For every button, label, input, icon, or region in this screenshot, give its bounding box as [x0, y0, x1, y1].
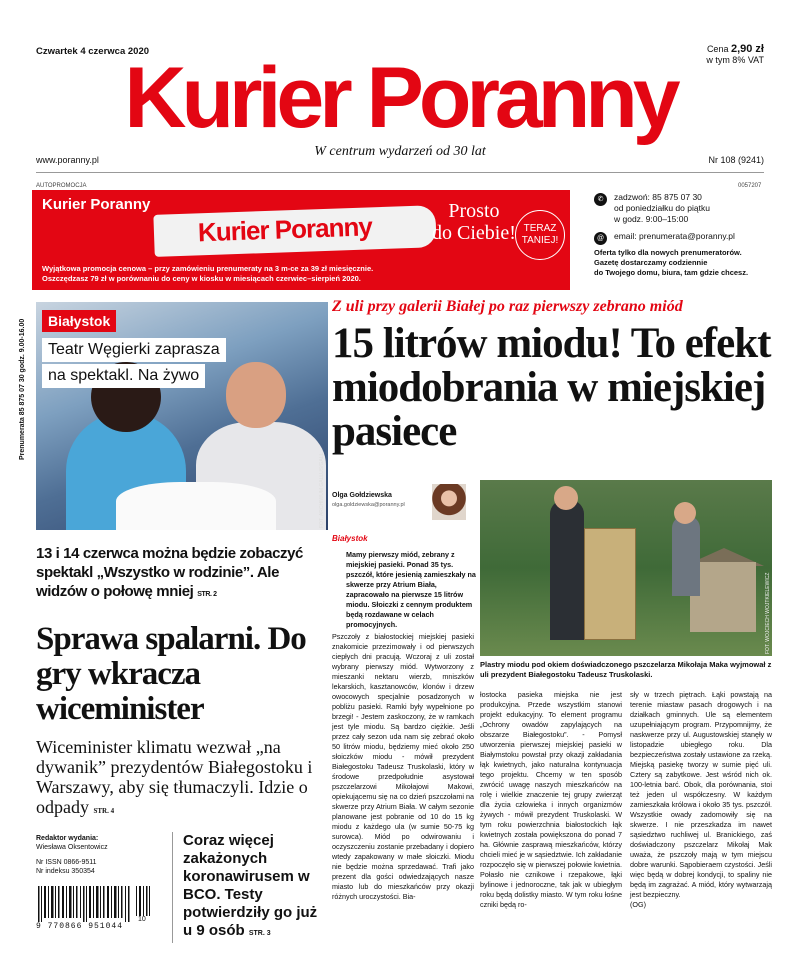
main-kicker: Z uli przy galerii Białej po raz pierwszy zebrano miód	[332, 298, 683, 315]
photo-caption-line-2: na spektakl. Na żywo	[42, 364, 205, 388]
dateline-city: Białystok	[332, 534, 368, 543]
slogan-line-1: Prosto	[448, 200, 500, 222]
column-3-text: sły w trzech piętrach. Łąki powstają na terenie miastaw pasach drogowych i na działkach gminnych. Ule są elementem uzupełniającym program. Przypomnijmy, że naskwerze przy ul. Augustowskiej stanęły w listopadzie ubiegłego roku. Dla bezpieczeństwa zostały ustawione za rzeką. Miejską pasiekę tworzy w sumie pięć uli. Cztery są zabytkowe. Jest wśród nich ok. 100-letnia barć. Obok, dla porównania, stoi też jeden ul współczesny. W każdym zamieszkała królowa i około 35 tys. pszczół. Wszystkie owady zadomowiły się na skwerze. I nie przeszkadza im nawet sąsiedztwo ruchliwej ul. Branickiego, zaś doświadczony pszczelarz Mikołaj Mak uważa, że pszczoły mają w tym miejscu dobre warunki. Sąpobieraem czystości. Jeśli więc będą w dobrej kondycji, to spaliny nie będą im zagrażać. A miód, który wytwarzają jest bezpieczny.	[630, 690, 772, 899]
vertical-text: Prenumerata 85 875 07 30 godz. 9.00-16.00	[19, 318, 26, 460]
phone-line-1: zadzwoń: 85 875 07 30	[614, 192, 702, 202]
beekeeper-figure	[672, 516, 700, 596]
barcode-issue: 10	[138, 916, 146, 923]
phone-line-3: w godz. 9:00–15:00	[614, 214, 689, 224]
price-value: 2,90 zł	[730, 43, 764, 55]
slogan-line-2: do Ciebie!	[432, 222, 516, 244]
editor-name: Wiesława Oksentowicz	[36, 844, 108, 851]
issue-date: Czwartek 4 czerwca 2020	[36, 46, 150, 57]
phone-icon: ✆	[594, 193, 607, 206]
article-intro: Mamy pierwszy miód, zebrany z miejskiej pasieki. Ponad 35 tys. pszczół, które jesienią zamieszkały na skwerze przy Atrium Biała, zapracowało na pierwsze 15 litrów miodu. Słoiczki z cennym produktem będą rozdawane w celach promocyjnych.	[346, 550, 476, 629]
offer-note	[594, 248, 772, 278]
issn-number: Nr ISSN 0866-9511	[36, 859, 97, 866]
barcode	[36, 886, 154, 932]
editor-info	[36, 834, 166, 876]
vat-note: w tym 8% VAT	[706, 55, 764, 65]
promo-text-1: Wyjątkowa promocja cenowa – przy zamówieniu prenumeraty na 3 m-ce za 39 zł miesięcznie.	[42, 264, 374, 273]
lead-text: Wiceminister klimatu wezwał „na dywanik” prezydentów Białegostoku i Warszawy, aby się tłumaczyli. Idzie o odpady	[36, 737, 313, 817]
paper-title: Kurier Poranny	[197, 211, 373, 248]
teaser-page-ref: STR. 2	[197, 591, 217, 598]
rolled-newspaper-image	[153, 205, 436, 257]
note-line-2: Gazetę dostarczamy codziennie	[594, 258, 708, 267]
promo-text	[42, 264, 373, 284]
masthead-logo[interactable]: Kurier Poranny	[124, 50, 676, 146]
incinerator-lead	[36, 737, 328, 821]
theatre-photo[interactable]	[36, 302, 328, 530]
editor-label: Redaktor wydania:	[36, 835, 99, 842]
at-icon: @	[594, 232, 607, 245]
banner-brand: Kurier Poranny	[42, 196, 151, 213]
article-column-3	[630, 690, 772, 910]
president-head	[554, 486, 578, 510]
subscription-banner[interactable]	[32, 190, 570, 290]
header-divider	[36, 172, 764, 173]
author-name: Olga Gołdziewska	[332, 492, 392, 499]
white-sheet	[116, 482, 276, 530]
beekeeper-head	[674, 502, 696, 524]
article-column-1: Pszczoły z białostockiej miejskiej pasieki znakomicie przezimowały i od pierwszych ciepłych dni pracują. Wczoraj z uli został wybrany pierwszy miód. Wytworzony z mieszanki nektaru wierzb, mniszków lekarskich, kasztanowców, klonów i drzew owocowych specjalnie posadzonych w pobliżu pasieki. Ramki były wypełnione po brzegi! - Jestem zaskoczony, że w ramkach jest tyle miodu. Są bardzo ciężkie. Jeśli przez cały sezon uda nam się zebrać około 50 litrów miodu, będziemy mieć około 250 słoiczków miodu - mówił prezydent Białegostoku Tadeusz Truskolaski, który w środowe przedpołudnie asystował pszczelarzowi Mikołajowi Makowi, opiekującemu się na co dzień pszczołami na skwerze przy Atrium Biała. W całym sezonie planowane jest pobranie od 10 do 15 kg miodu z każdego ula (w sumie 50-75 kg surowca). Miód po odwirowaniu i oczyszczeniu zostanie przebadany i dopiero wtedy zapakowany w małe słoiczki. Miodu nie będzie można sprzedawać. Trafi jako prezent dla gości odwiedzających nasze miasto lub do mieszkańców przy okazji różnych uroczystości. Bia-	[332, 632, 474, 901]
email-contact[interactable]	[594, 231, 772, 242]
phone-contact[interactable]	[594, 192, 772, 225]
apiary-caption: Plastry miodu pod okiem doświadczonego pszczelarza Mikołaja Maka wyjmował z uli prezydent Białegostoku Tadeusz Truskolaski.	[480, 660, 772, 679]
website-link[interactable]: www.poranny.pl	[36, 155, 99, 165]
barcode-number: 9 770866 951044	[36, 922, 124, 931]
promo-text-2: Oszczędzasz 79 zł w porównaniu do ceny w kiosku w miesiącach czerwiec–sierpień 2020.	[42, 274, 361, 283]
promo-code: 0057207	[738, 183, 762, 189]
note-line-1: Oferta tylko dla nowych prenumeratorów.	[594, 248, 742, 257]
phone-line-2: od poniedziałku do piątku	[614, 203, 710, 213]
apiary-photo[interactable]	[480, 480, 772, 656]
lead-page-ref: STR. 4	[93, 807, 115, 815]
cheaper-badge	[515, 210, 565, 260]
stacked-beehive	[584, 528, 636, 640]
index-number: Nr indeksu 350354	[36, 868, 95, 875]
price-label: Cena	[706, 44, 729, 54]
author-avatar	[432, 484, 466, 520]
vertical-subscription-note	[17, 300, 31, 460]
main-headline[interactable]: 15 litrów miodu! To efekt miodobrania w miejskiej pasiece	[332, 320, 771, 455]
corona-page-ref: STR. 3	[248, 930, 271, 937]
subscription-contact	[594, 192, 772, 278]
masthead-tagline: W centrum wydarzeń od 30 lat	[314, 144, 486, 159]
author-email[interactable]: olga.goldziewska@poranny.pl	[332, 502, 405, 508]
autopromo-label: AUTOPROMOCJA	[36, 183, 87, 189]
badge-line-2: TANIEJ!	[521, 235, 559, 246]
theatre-teaser[interactable]	[36, 544, 328, 604]
incinerator-headline[interactable]: Sprawa spalarni. Do gry wkracza wiceminister	[36, 621, 306, 727]
photo-city-tag: Białystok	[42, 310, 116, 332]
teaser-text: 13 i 14 czerwca można będzie zobaczyć spektakl „Wszystko w rodzinie”. Ale widzów o połowę mniej	[36, 545, 303, 600]
photo-credit: FOT. ARCHIWUM GALLUS/GALL	[319, 452, 325, 528]
corona-text: Coraz więcej zakażonych koronawirusem w BCO. Testy potwierdziły go już u 9 osób	[183, 832, 318, 939]
article-column-2: łostocka pasieka miejska nie jest produkcyjna. Przede wszystkim stanowi projekt edukacyjny. To element programu „Ochrony owadów zapylających na obszarze Białegostoku”. - Pomysł utworzenia pierwszej miejskiej pasieki w Białymstoku powstał przy okazji zakładania łąk kwietnych, jako naturalna kontynuacja tego projektu. Chcemy w ten sposób zwrócić uwagę naszych mieszkańców na rolę i wielkie znaczenie tej grupy zwierząt dla życia człowieka i innych organizmów żywych - mówił prezydent Truskolaski. W tym roku powierzchnia białostockich łąk kwietnych została powiększona do ponad 7 ha. Głównie zasprawą mieszkańców, którzy chcieli mieć je w sąsiedztwie. Ich zakładanie rozpoczęło się w pierwszej połowie kwietnia. Połasło nie cznikowe i rzepakowe, łąki bylinowe i jednoroczne, tak jak w ubiegłym roku będą dolistky miasto. W tym roku łośne czniki będą ro-	[480, 690, 622, 909]
actor-head	[226, 362, 286, 428]
badge-line-1: TERAZ	[523, 223, 557, 234]
banner-slogan	[432, 200, 516, 244]
photo-caption-line-1: Teatr Węgierki zaprasza	[42, 338, 226, 362]
email-line: email: prenumerata@poranny.pl	[614, 231, 735, 241]
corona-teaser[interactable]	[172, 832, 324, 943]
article-signature: (OG)	[630, 900, 646, 909]
president-figure	[550, 500, 584, 640]
issue-number: Nr 108 (9241)	[708, 155, 764, 165]
apiary-photo-credit: FOT. WOJCIECH WOJTKIELEWICZ	[765, 572, 771, 654]
note-line-3: do Twojego domu, biura, tam gdzie chcesz.	[594, 268, 749, 277]
author-box	[332, 482, 472, 522]
